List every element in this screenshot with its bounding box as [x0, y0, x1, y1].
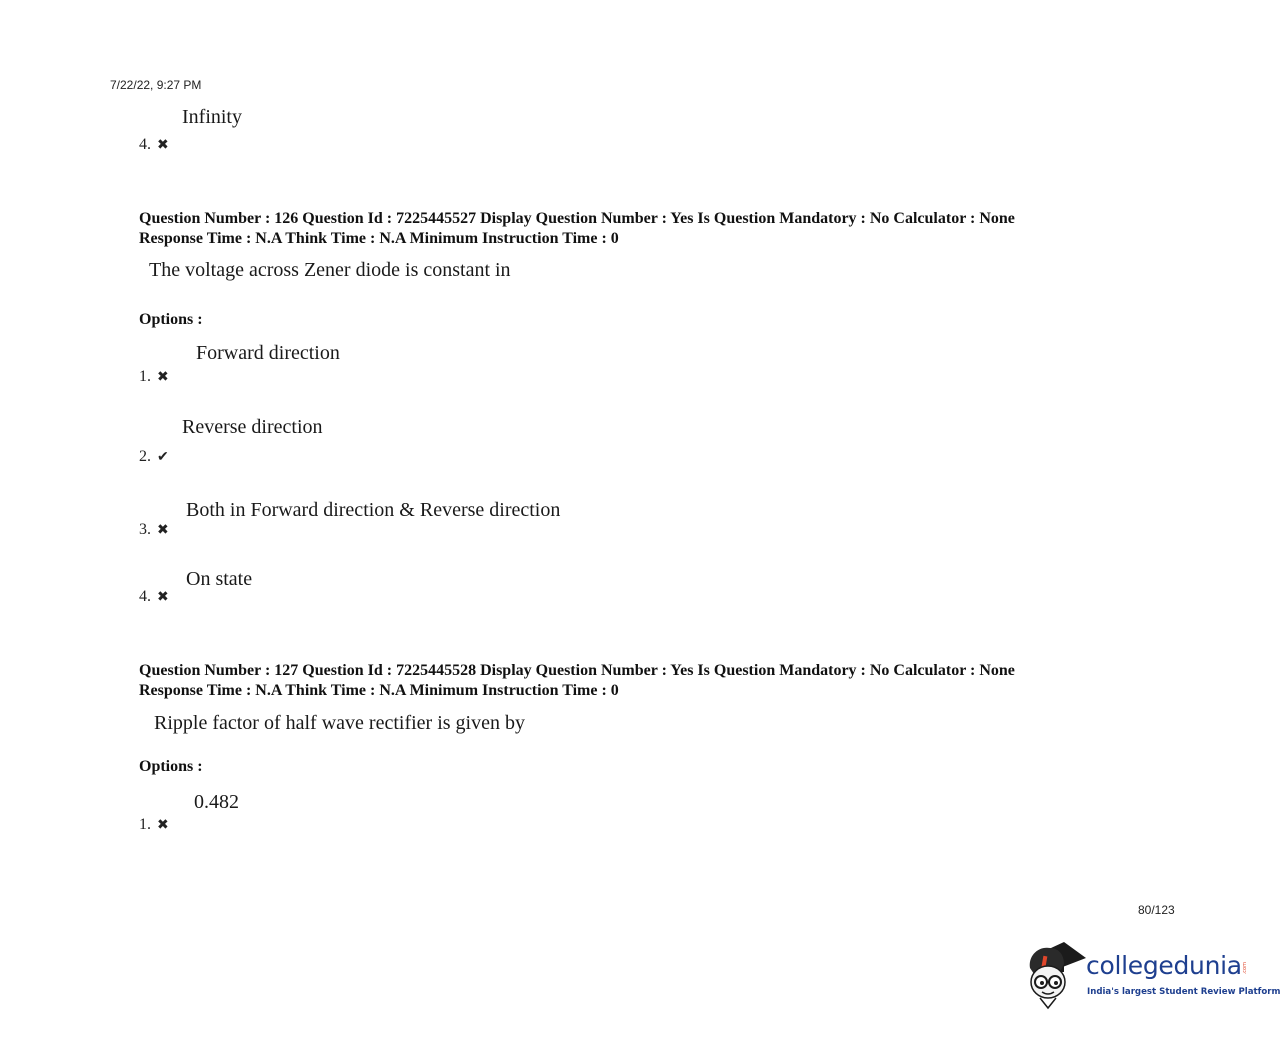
- cross-mark-icon: ✖: [157, 523, 169, 538]
- option-number-label: 4.: [139, 136, 151, 153]
- option-text: On state: [186, 568, 253, 590]
- cross-mark-icon: ✖: [157, 590, 169, 605]
- question-text: Ripple factor of half wave rectifier is given by: [154, 712, 525, 734]
- option-number: [139, 588, 169, 606]
- option-number-label: 3.: [139, 521, 151, 538]
- option-text: Infinity: [182, 106, 242, 128]
- option-text: Reverse direction: [182, 416, 323, 438]
- question-text: The voltage across Zener diode is constant in: [149, 259, 511, 281]
- option-text: Both in Forward direction & Reverse direction: [186, 499, 561, 521]
- question-meta: [139, 209, 1015, 249]
- print-timestamp: 7/22/22, 9:27 PM: [110, 78, 202, 92]
- question-meta-line: Response Time : N.A Think Time : N.A Minimum Instruction Time : 0: [139, 230, 619, 247]
- logo-dotcom: .com: [1242, 962, 1248, 975]
- collegedunia-logo-icon: [1024, 938, 1086, 1010]
- option-number: [139, 816, 169, 834]
- question-meta: [139, 661, 1015, 701]
- question-meta-line: Question Number : 126 Question Id : 7225445527 Display Question Number : Yes Is Question Mandatory : No Calculator : None: [139, 210, 1015, 227]
- cross-mark-icon: ✖: [157, 138, 169, 153]
- option-number-label: 2.: [139, 448, 151, 465]
- logo-tagline: India's largest Student Review Platform: [1087, 987, 1281, 997]
- option-number-label: 1.: [139, 368, 151, 385]
- options-label: Options :: [139, 758, 203, 775]
- check-mark-icon: ✔: [157, 450, 169, 465]
- option-number-label: 4.: [139, 588, 151, 605]
- option-number: [139, 521, 169, 539]
- logo-wordmark: collegedunia: [1086, 951, 1242, 980]
- cross-mark-icon: ✖: [157, 370, 169, 385]
- option-text: 0.482: [194, 791, 239, 813]
- option-number: [139, 368, 169, 386]
- cross-mark-icon: ✖: [157, 818, 169, 833]
- option-number-label: 1.: [139, 816, 151, 833]
- option-number: [139, 448, 169, 466]
- option-text: Forward direction: [196, 342, 340, 364]
- question-meta-line: Response Time : N.A Think Time : N.A Minimum Instruction Time : 0: [139, 682, 619, 699]
- options-label: Options :: [139, 311, 203, 328]
- question-meta-line: Question Number : 127 Question Id : 7225445528 Display Question Number : Yes Is Question Mandatory : No Calculator : None: [139, 662, 1015, 679]
- option-number: [139, 136, 169, 154]
- page-number: 80/123: [1138, 903, 1175, 917]
